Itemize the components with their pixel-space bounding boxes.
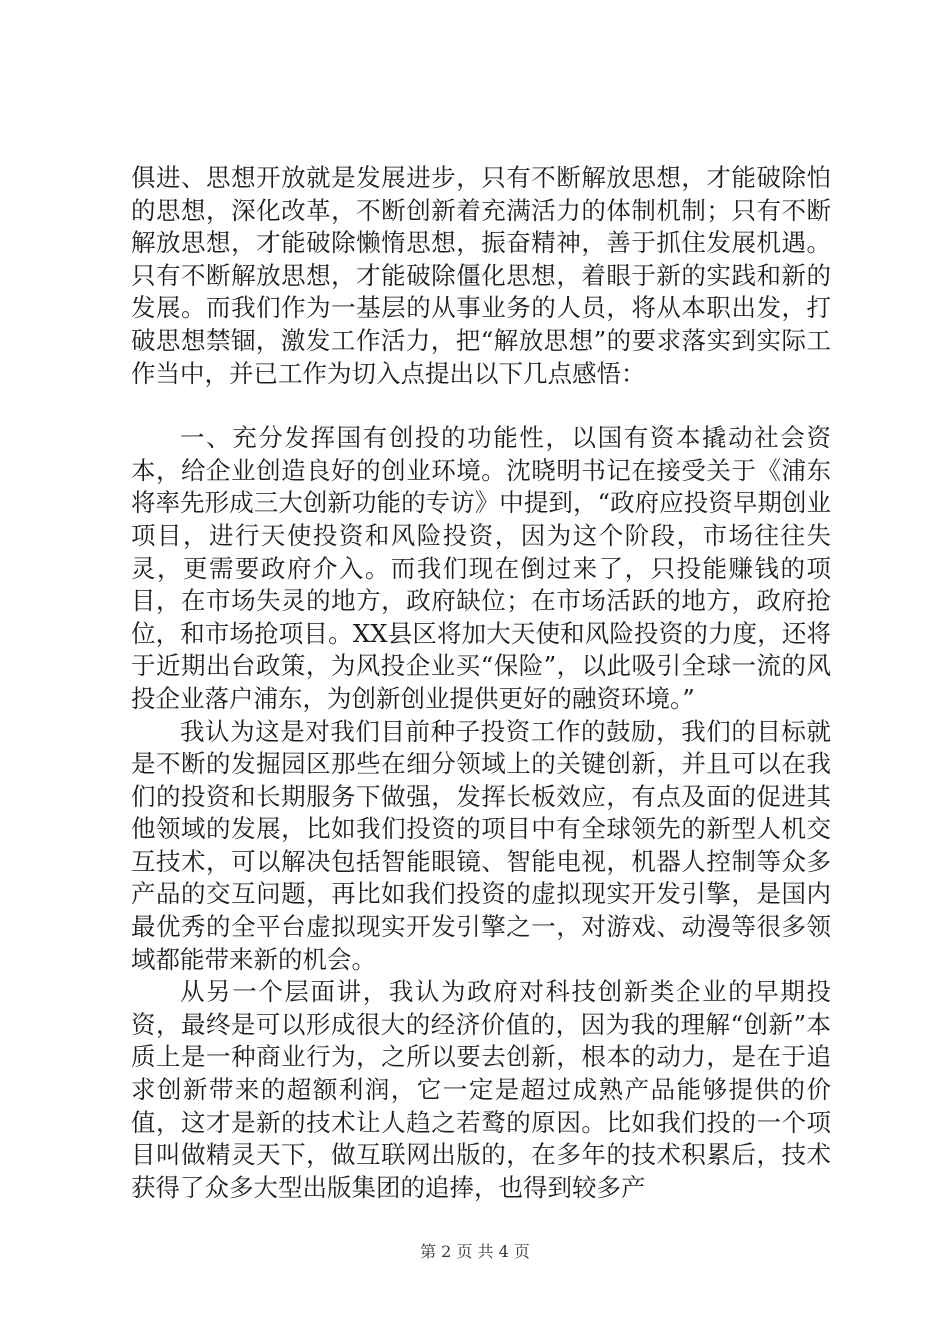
paragraph-seed-investment: 我认为这是对我们目前种子投资工作的鼓励，我们的目标就是不断的发掘园区那些在细分领域上的关键创新，并且可以在我们的投资和长期服务下做强，发挥长板效应，有点及面的促进其他领域的发展，比如我们投资的项目中有全球领先的新型人机交互技术，可以解决包括智能眼镜、智能电视，机器人控制等众多产品的交互问题，再比如我们投资的虚拟现实开发引擎，是国内最优秀的全平台虚拟现实开发引擎之一，对游戏、动漫等很多领域都能带来新的机会。: [131, 716, 831, 974]
paragraph-economic-value: 从另一个层面讲，我认为政府对科技创新类企业的早期投资，最终是可以形成很大的经济价值的，因为我的理解“创新”本质上是一种商业行为，之所以要去创新，根本的动力，是在于追求创新带来的超额利润，它一定是超过成熟产品能够提供的价值，这才是新的技术让人趋之若鹜的原因。比如我们投的一个项目叫做精灵天下，做互联网出版的，在多年的技术积累后，技术获得了众多大型出版集团的追捧，也得到较多产: [131, 977, 831, 1202]
paragraph-spacer: [131, 390, 831, 422]
document-body: [131, 162, 831, 1204]
page-number-footer: 第 2 页 共 4 页: [420, 1242, 530, 1261]
paragraph-section-one: 一、充分发挥国有创投的功能性，以国有资本撬动社会资本，给企业创造良好的创业环境。沈晓明书记在接受关于《浦东将率先形成三大创新功能的专访》中提到，“政府应投资早期创业项目，进行天使投资和风险投资，因为这个阶段，市场往往失灵，更需要政府介入。而我们现在倒过来了，只投能赚钱的项目，在市场失灵的地方，政府缺位；在市场活跃的地方，政府抢位，和市场抢项目。XX县区将加大天使和风险投资的力度，还将于近期出台政策，为风投企业买“保险”，以此吸引全球一流的风投企业落户浦东，为创新创业提供更好的融资环境。”: [131, 423, 831, 713]
paragraph-continuation: 俱进、思想开放就是发展进步，只有不断解放思想，才能破除怕的思想，深化改革，不断创新着充满活力的体制机制；只有不断解放思想，才能破除懒惰思想，振奋精神，善于抓住发展机遇。只有不断解放思想，才能破除僵化思想，着眼于新的实践和新的发展。而我们作为一基层的从事业务的人员，将从本职出发，打破思想禁锢，激发工作活力，把“解放思想”的要求落实到实际工作当中，并已工作为切入点提出以下几点感悟：: [131, 163, 831, 388]
